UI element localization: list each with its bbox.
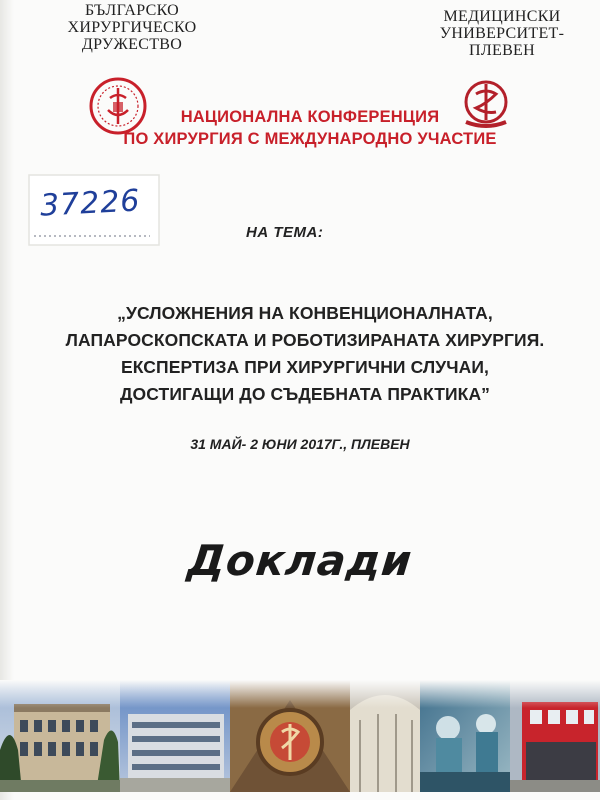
org-right-line: ПЛЕВЕН <box>469 42 535 59</box>
org-right-line: УНИВЕРСИТЕТ- <box>439 25 565 42</box>
conference-title-line: НАЦИОНАЛНА КОНФЕРЕНЦИЯ <box>180 108 440 126</box>
event-date-place: 31 МАЙ- 2 ЮНИ 2017Г., ПЛЕВЕН <box>190 436 410 452</box>
org-left-line: БЪЛГАРСКО <box>84 2 180 19</box>
topic-label: НА ТЕМА: <box>246 224 324 241</box>
topic-line: ДОСТИГАЩИ ДО СЪДЕБНАТА ПРАКТИКА” <box>119 384 491 404</box>
photo-collage-strip <box>0 680 600 792</box>
topic-line: ЛАПАРОСКОПСКАТА И РОБОТИЗИРАНАТА ХИРУРГИЯ. <box>65 330 545 350</box>
org-left-line: ХИРУРГИЧЕСКО <box>67 19 197 36</box>
library-inventory-number: 37226 <box>39 183 142 224</box>
conference-title-line: ПО ХИРУРГИЯ С МЕЖДУНАРОДНО УЧАСТИЕ <box>123 130 497 148</box>
topic-line: „УСЛОЖНЕНИЯ НА КОНВЕНЦИОНАЛНАТА, <box>117 303 493 323</box>
conference-title <box>80 106 540 150</box>
org-left-line: ДРУЖЕСТВО <box>81 36 183 53</box>
topic-line: ЕКСПЕРТИЗА ПРИ ХИРУРГИЧНИ СЛУЧАИ, <box>120 357 490 377</box>
org-right-line: МЕДИЦИНСКИ <box>443 8 561 25</box>
bulgarian-surgical-society-name <box>52 2 212 53</box>
conference-topic <box>40 300 570 408</box>
medical-university-name <box>412 8 592 59</box>
reports-title: Доклади <box>185 536 415 585</box>
